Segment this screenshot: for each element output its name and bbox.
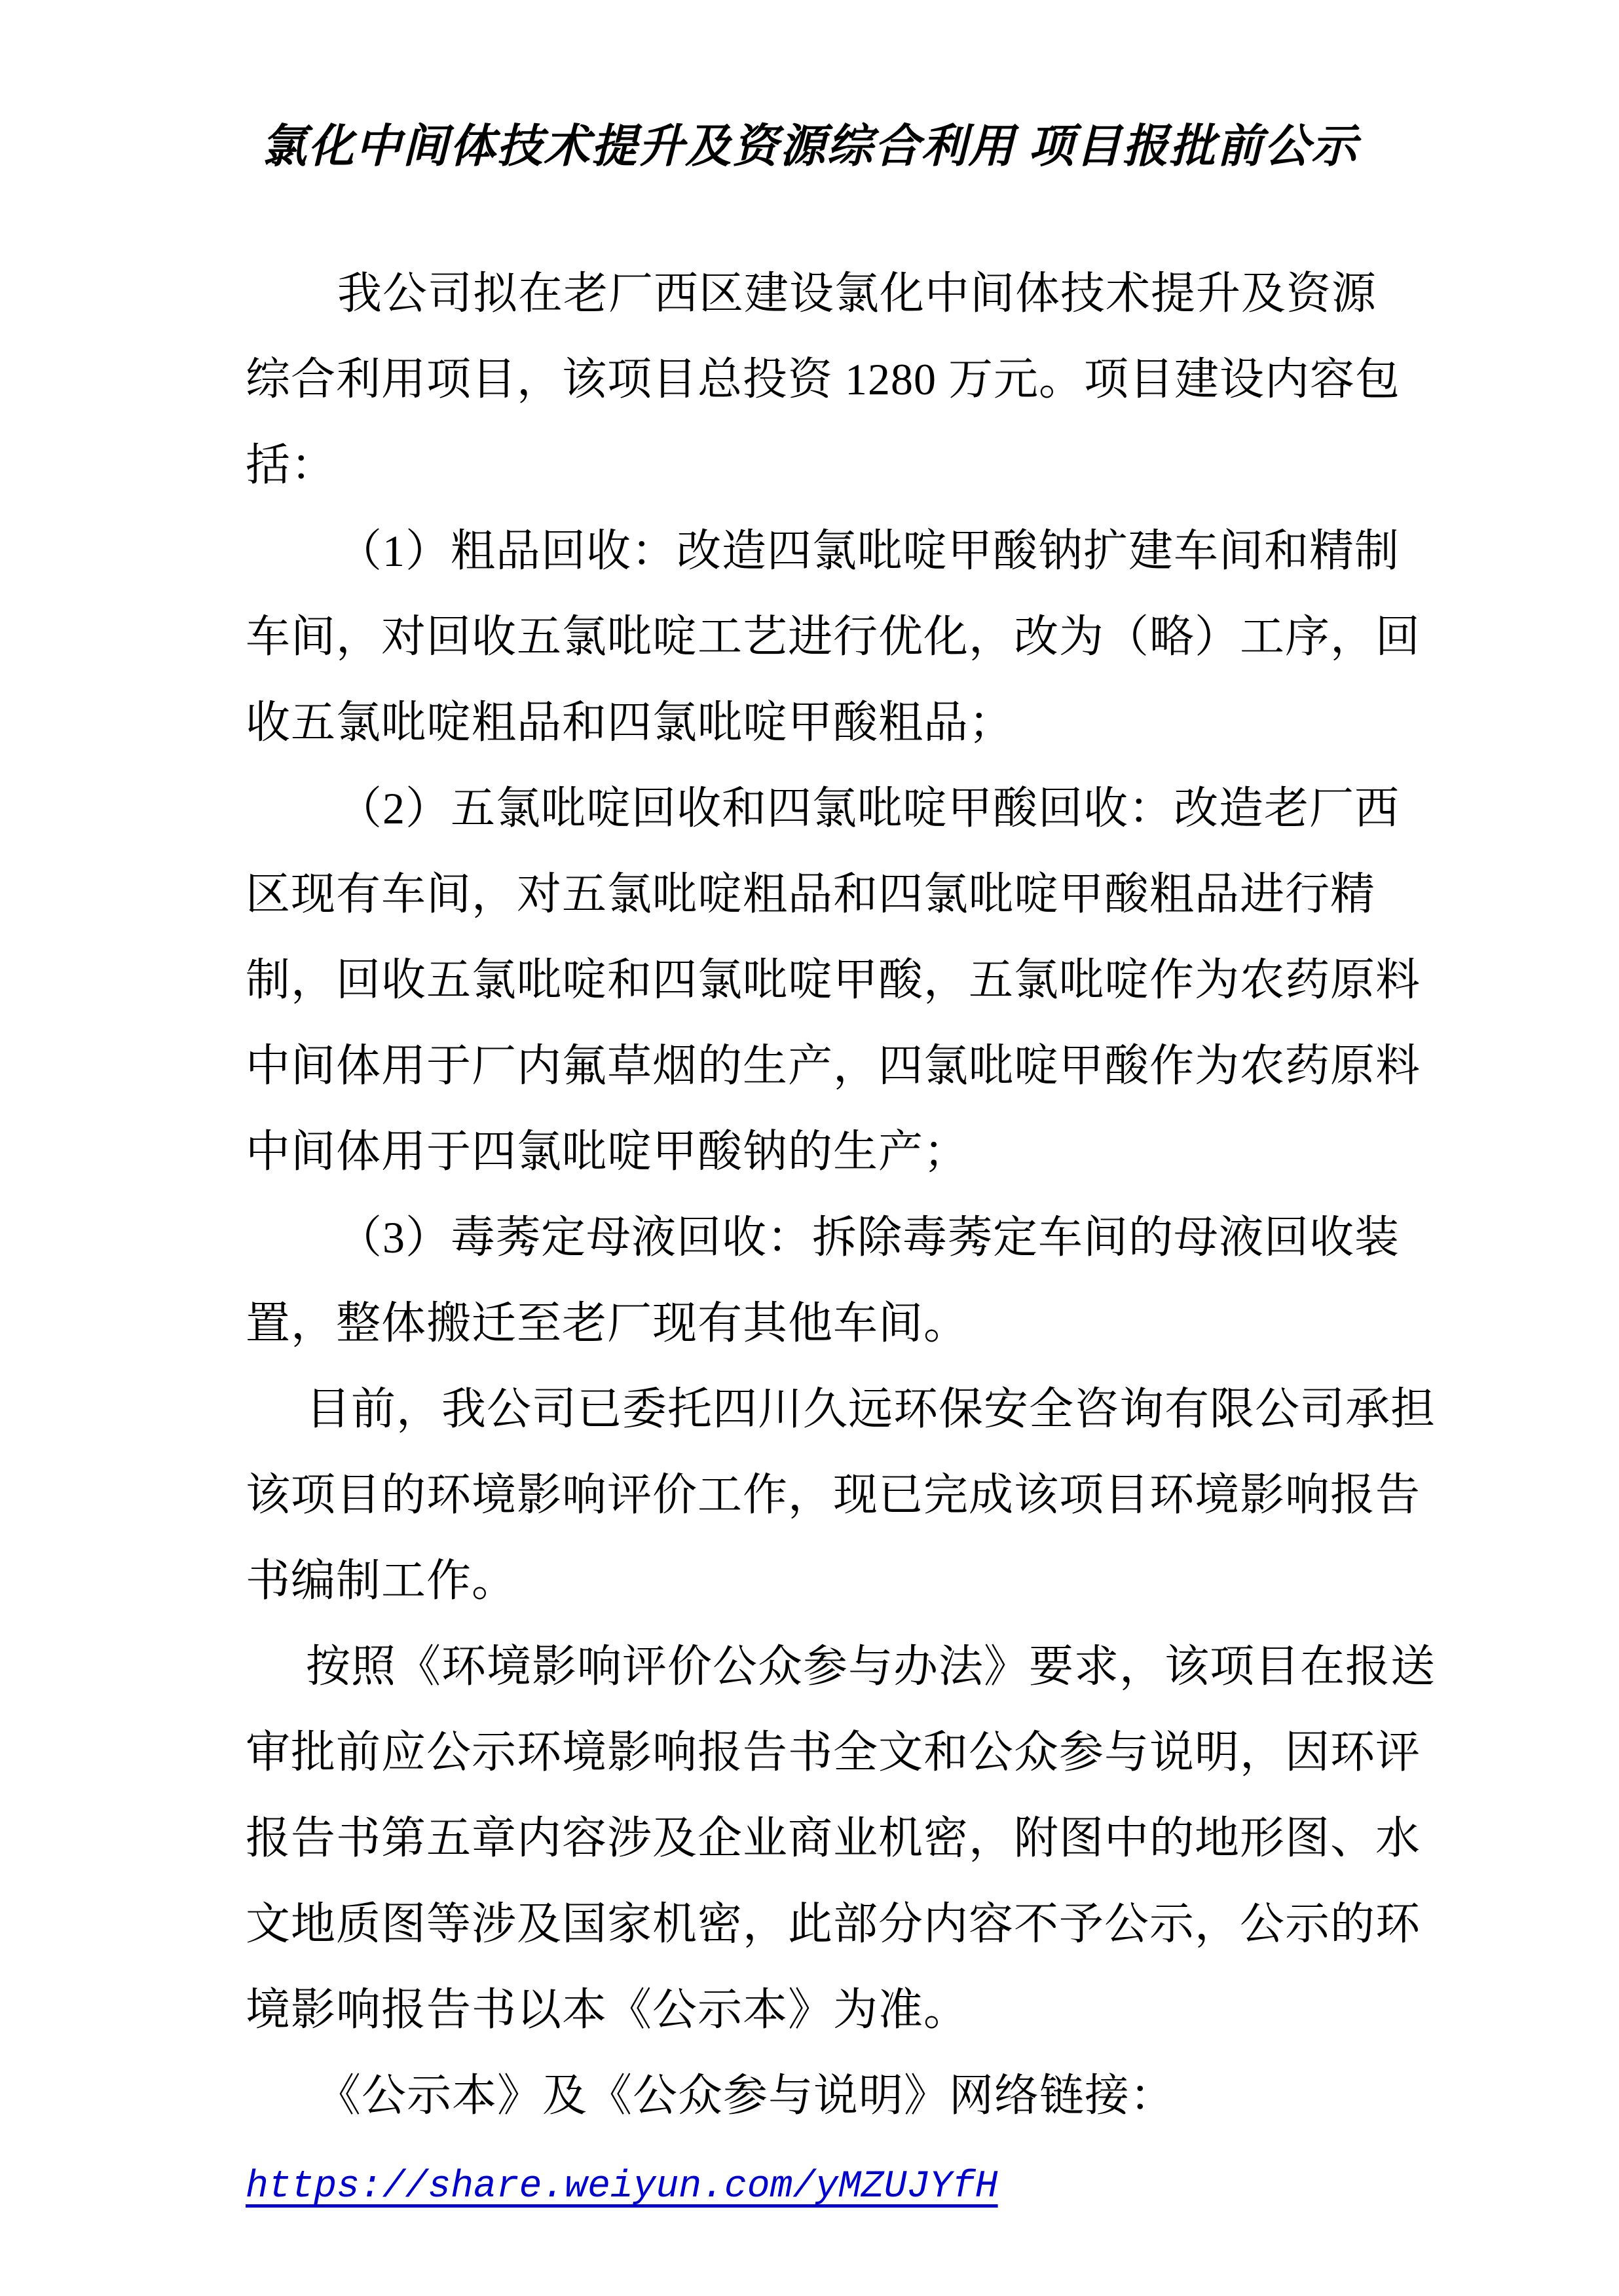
paragraph-line: 该项目的环境影响评价工作，现已完成该项目环境影响报告	[246, 1470, 1421, 1520]
paragraph-line: 境影响报告书以本《公示本》为准。	[246, 1985, 969, 2035]
paragraph-line: 按照《环境影响评价公众参与办法》要求，该项目在报送	[306, 1642, 1436, 1691]
paragraph-line: 综合利用项目，该项目总投资 1280 万元。项目建设内容包	[246, 354, 1401, 404]
paragraph-line: 文地质图等涉及国家机密，此部分内容不予公示，公示的环	[246, 1899, 1421, 1949]
paragraph-line: 我公司拟在老厂西区建设氯化中间体技术提升及资源	[337, 269, 1377, 318]
paragraph-line: 中间体用于厂内氟草烟的生产，四氯吡啶甲酸作为农药原料	[246, 1041, 1421, 1091]
paragraph-line: 目前，我公司已委托四川久远环保安全咨询有限公司承担	[306, 1384, 1436, 1434]
document-title: 氯化中间体技术提升及资源综合利用 项目报批前公示	[261, 122, 1358, 172]
paragraph-line: 制，回收五氯吡啶和四氯吡啶甲酸，五氯吡啶作为农药原料	[246, 955, 1421, 1005]
link-line	[246, 2139, 1418, 2225]
paragraph-line-link-label: 《公示本》及《公众参与说明》网络链接：	[316, 2071, 1176, 2120]
paragraph-line: 收五氯吡啶粗品和四氯吡啶甲酸粗品；	[246, 698, 1014, 747]
paragraph-line-item-1: （1）粗品回收：改造四氯吡啶甲酸钠扩建车间和精制	[337, 526, 1400, 576]
paragraph-line: 区现有车间，对五氯吡啶粗品和四氯吡啶甲酸粗品进行精	[246, 869, 1376, 919]
paragraph-line: 中间体用于四氯吡啶甲酸钠的生产；	[246, 1127, 969, 1176]
document-body	[0, 251, 1436, 2225]
paragraph-line: 括：	[246, 440, 337, 490]
paragraph-line: 书编制工作。	[246, 1556, 517, 1606]
paragraph-line: 审批前应公示环境影响报告书全文和公众参与说明，因环评	[246, 1727, 1421, 1777]
paragraph-line: 置，整体搬迁至老厂现有其他车间。	[246, 1298, 969, 1348]
weiyun-share-link[interactable]: https://share.weiyun.com/yMZUJYfH	[246, 2166, 998, 2208]
paragraph-line-item-3: （3）毒莠定母液回收：拆除毒莠定车间的母液回收装	[337, 1213, 1400, 1262]
paragraph-line-item-2: （2）五氯吡啶回收和四氯吡啶甲酸回收：改造老厂西	[337, 783, 1400, 833]
paragraph-line: 报告书第五章内容涉及企业商业机密，附图中的地形图、水	[246, 1813, 1421, 1863]
paragraph-line: 车间，对回收五氯吡啶工艺进行优化，改为（略）工序，回	[246, 612, 1421, 662]
